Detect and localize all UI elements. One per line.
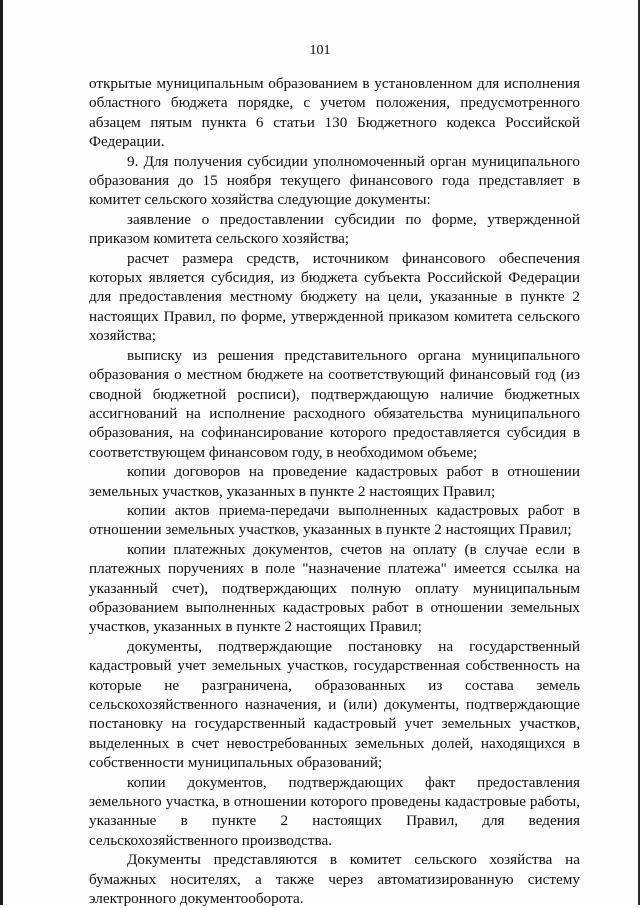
page-number: 101 [309,43,331,58]
paragraph-submission: Документы представляются в комитет сельского хозяйства на бумажных носителях, а также через автоматизированную систему электронного документооборота. [89,851,580,908]
paragraph-acceptance-acts: копии актов приема-передачи выполненных кадастровых работ в отношении земельных участков, указанных в пункте 2 настоящих Правил; [89,501,580,539]
paragraph-budget-extract: выписку из решения представительного органа муниципального образования о местном бюджете на соответствующий финансовый год (из сводной бюджетной росписи), подтверждающую наличие бюджетных ассигнований на исполнение расходного обязательства муниципального образования, на софинансирование которого предоставляется субсидия в соответствующем финансовом году, в необходимом объеме; [89,346,580,461]
document-body [89,74,580,908]
paragraph-calculation: расчет размера средств, источником финансового обеспечения которых является субсидия, из бюджета субъекта Российской Федерации для предоставления местному бюджету на цели, указанные в пункте 2 настоящих Правил, по форме, утвержденной приказом комитета сельского хозяйства; [89,249,580,345]
paragraph-application: заявление о предоставлении субсидии по форме, утвержденной приказом комитета сельского хозяйства; [89,210,580,248]
scan-border-left [0,0,3,905]
paragraph-item-9: 9. Для получения субсидии уполномоченный орган муниципального образования до 15 ноября текущего финансового года представляет в комитет сельского хозяйства следующие документы: [89,152,580,209]
paragraph-cadastral-registration: документы, подтверждающие постановку на государственный кадастровый учет земельных участков, государственная собственность на которые не разграничена, образованных из состава земель сельскохозяйственного назначения, и (или) документы, подтверждающие постановку на государственный кадастровый учет земельных участков, выделенных в счет невостребованных земельных долей, находящихся в собственности муниципальных образований; [89,637,580,772]
paragraph-land-provision: копии документов, подтверждающих факт предоставления земельного участка, в отношении которого проведены кадастровые работы, указанные в пункте 2 настоящих Правил, для ведения сельскохозяйственного производства. [89,773,580,849]
paragraph-payment-documents: копии платежных документов, счетов на оплату (в случае если в платежных поручениях в поле "назначение платежа" имеется ссылка на указанный счет), подтверждающих полную оплату муниципальным образованием выполненных кадастровых работ в отношении земельных участков, указанных в пункте 2 настоящих Правил; [89,540,580,636]
paragraph-continuation: открытые муниципальным образованием в установленном для исполнения областного бюджета порядке, с учетом положения, предусмотренного абзацем пятым пункта 6 статьи 130 Бюджетного кодекса Российской Федерации. [89,75,580,151]
paragraph-contracts: копии договоров на проведение кадастровых работ в отношении земельных участков, указанных в пункте 2 настоящих Правил; [89,463,580,500]
